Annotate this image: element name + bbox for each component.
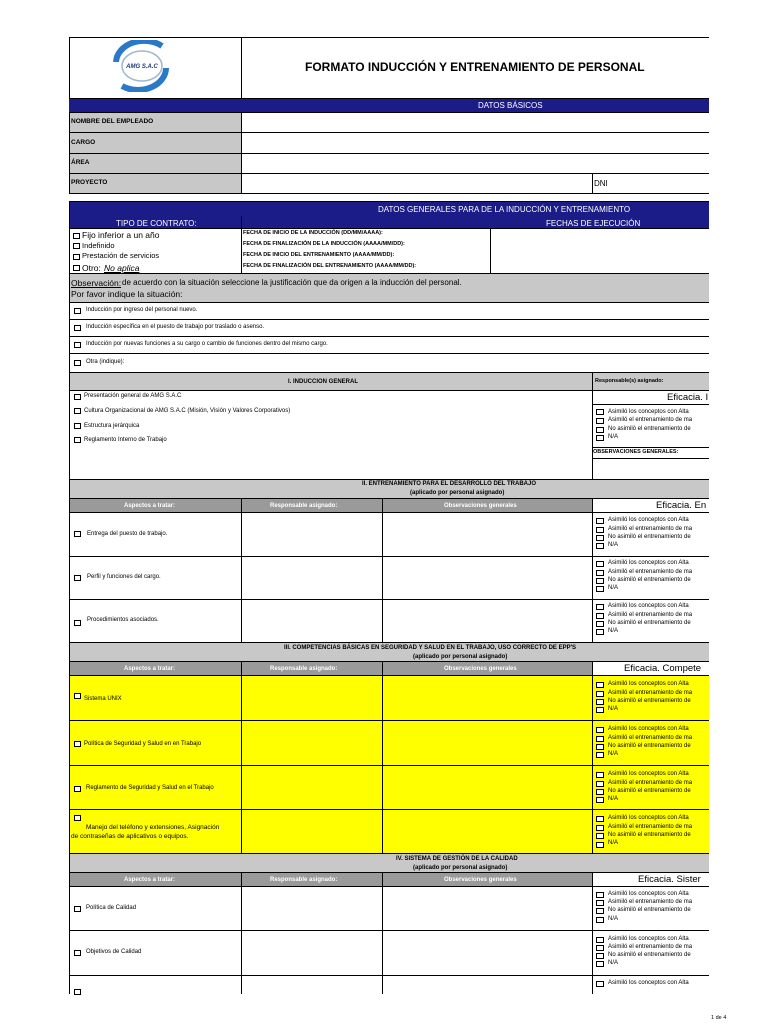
section4-col-responsible: Responsable asignado: <box>270 877 338 883</box>
observation-label: Observación: <box>71 278 122 288</box>
observation-line2: Por favor indique la situación: <box>71 289 183 299</box>
section2-item-3: Procedimientos asociados. <box>87 617 159 623</box>
eff3d-option-3: No asimiló el entrenamiento de <box>608 832 691 838</box>
eff1-checkbox-2[interactable] <box>596 418 604 424</box>
area-field[interactable] <box>242 154 708 173</box>
section4-item-1: Política de Calidad <box>86 905 137 911</box>
section3-checkbox-1[interactable] <box>74 693 81 699</box>
contract-services-label: Prestación de servicios <box>82 251 160 260</box>
eff2b-option-1: Asimiló los conceptos con Alta <box>608 560 689 566</box>
section3-title: III. COMPETENCIAS BÁSICAS EN SEGURIDAD Y SALUD EN EL TRABAJO, USO CORRECTO DE EPP'S <box>284 645 577 651</box>
eff3a-checkbox-1[interactable] <box>596 682 604 688</box>
section2-checkbox-2[interactable] <box>74 575 81 581</box>
section3-checkbox-4[interactable] <box>74 815 81 821</box>
section1-item-2: Cultura Organizacional de AMG S.A.C (Misión, Visión y Valores Corporativos) <box>84 408 291 414</box>
eff3d-checkbox-3[interactable] <box>596 833 604 839</box>
date-training-end: FECHA DE FINALIZACIÓN DEL ENTRENAMIENTO (AAAA/MM/DD): <box>243 263 417 269</box>
proyecto-field[interactable] <box>242 174 592 193</box>
eff4a-checkbox-1[interactable] <box>596 892 604 898</box>
section2-checkbox-3[interactable] <box>74 620 81 626</box>
eff1-checkbox-4[interactable] <box>596 435 604 441</box>
section3-item-2: Política de Seguridad y Salud en en Trabajo <box>84 741 202 747</box>
eff4a-option-1: Asimiló los conceptos con Alta <box>608 891 689 897</box>
section2-checkbox-1[interactable] <box>74 531 81 537</box>
logo-text: AMG S.A.C <box>126 64 158 70</box>
eff3a-checkbox-2[interactable] <box>596 691 604 697</box>
situation-transfer-label: Inducción específica en el puesto de trabajo por traslado o asenso. <box>86 324 265 330</box>
eff4a-checkbox-3[interactable] <box>596 908 604 914</box>
section2-col-responsible: Responsable asignado: <box>270 503 338 509</box>
situation-other-label: Otra (indique): <box>86 359 125 365</box>
section1-checkbox-2[interactable] <box>74 408 81 414</box>
eff3a-option-3: No asimiló el entrenamiento de <box>608 698 691 704</box>
eff3c-option-2: Asimiló el entrenamiento de ma <box>608 780 693 786</box>
section2-col-observations: Observaciones generales <box>444 503 517 509</box>
eff2b-checkbox-2[interactable] <box>596 570 604 576</box>
eff2c-option-2: Asimiló el entrenamiento de ma <box>608 612 693 618</box>
eff2b-checkbox-3[interactable] <box>596 578 604 584</box>
contract-checkbox-fixed[interactable] <box>73 233 80 239</box>
eff4b-option-1: Asimiló los conceptos con Alta <box>608 936 689 942</box>
eff3b-option-4: N/A <box>608 751 619 757</box>
section2-col-aspect: Aspectos a tratar: <box>124 503 176 509</box>
date-induction-start: FECHA DE INICIO DE LA INDUCCIÓN (DD/MM/AAAA): <box>243 230 383 236</box>
eff2c-checkbox-2[interactable] <box>596 613 604 619</box>
section2-item-1: Entrega del puesto de trabajo. <box>87 531 168 537</box>
section1-responsible: Responsable(s) asignado: <box>595 378 664 384</box>
eff3a-option-2: Asimiló el entrenamiento de ma <box>608 690 693 696</box>
eff1-checkbox-3[interactable] <box>596 427 604 433</box>
eff3d-option-1: Asimiló los conceptos con Alta <box>608 815 689 821</box>
eff2a-checkbox-2[interactable] <box>596 527 604 533</box>
section4-col-aspect: Aspectos a tratar: <box>124 877 176 883</box>
label-employee-name: NOMBRE DEL EMPLEADO <box>71 118 154 125</box>
eff1-option-4: N/A <box>608 434 619 440</box>
eff2c-option-3: No asimiló el entrenamiento de <box>608 620 691 626</box>
situation-checkbox-functions[interactable] <box>74 342 81 348</box>
date-training-start: FECHA DE INICIO DEL ENTRENAMIENTO (AAAA/MM/DD): <box>243 252 395 258</box>
eff4b-checkbox-2[interactable] <box>596 945 604 951</box>
section3-item-4a: Manejo del teléfono y extensiones, Asignación <box>86 824 220 831</box>
eff2a-option-2: Asimiló el entrenamiento de ma <box>608 526 693 532</box>
label-area: ÁREA <box>71 159 90 166</box>
eff4c-checkbox-1[interactable] <box>596 981 604 987</box>
eff3a-checkbox-4[interactable] <box>596 707 604 713</box>
basic-data-band <box>69 99 709 112</box>
eff3b-checkbox-1[interactable] <box>596 727 604 733</box>
eff3c-option-4: N/A <box>608 796 619 802</box>
eff4b-checkbox-1[interactable] <box>596 937 604 943</box>
contract-indefinite-label: Indefinido <box>82 241 115 250</box>
section4-checkbox-3[interactable] <box>74 989 81 995</box>
section3-col-aspect: Aspectos a tratar: <box>124 666 176 672</box>
eff3c-checkbox-4[interactable] <box>596 797 604 803</box>
eff4c-option-1: Asimiló los conceptos con Alta <box>608 980 689 986</box>
general-data-header: DATOS GENERALES PARA DE LA INDUCCIÓN Y ENTRENAMIENTO <box>378 205 631 214</box>
section2-item-2: Perfil y funciones del cargo. <box>87 574 161 580</box>
situation-checkbox-new[interactable] <box>74 308 81 314</box>
section4-checkbox-1[interactable] <box>74 906 81 912</box>
section3-efficacy: Eficacia. Compete <box>624 663 702 674</box>
eff2b-checkbox-1[interactable] <box>596 561 604 567</box>
eff4b-option-4: N/A <box>608 960 619 966</box>
contract-checkbox-indefinite[interactable] <box>73 243 80 249</box>
eff3b-checkbox-3[interactable] <box>596 744 604 750</box>
eff3c-checkbox-2[interactable] <box>596 781 604 787</box>
section3-col-observations: Observaciones generales <box>444 666 517 672</box>
label-proyecto: PROYECTO <box>71 179 108 186</box>
section4-efficacy: Eficacia. Sister <box>638 874 701 885</box>
section2-title: II. ENTRENAMIENTO PARA EL DESARROLLO DEL TRABAJO <box>362 481 537 487</box>
section1-title: I. INDUCCION GENERAL <box>288 379 359 385</box>
company-logo <box>104 40 180 92</box>
section1-checkbox-1[interactable] <box>74 394 81 400</box>
section3-item-4b: de contraseñas de aplicativos o equipos. <box>71 833 189 840</box>
eff3b-option-1: Asimiló los conceptos con Alta <box>608 726 689 732</box>
section2-efficacy: Eficacia. En <box>656 500 707 511</box>
eff2a-checkbox-4[interactable] <box>596 543 604 549</box>
contract-type-header: TIPO DE CONTRATO: <box>116 219 197 228</box>
eff3a-checkbox-3[interactable] <box>596 699 604 705</box>
date-induction-end: FECHA DE FINALIZACIÓN DE LA INDUCCIÓN (AAAA/MM/DD): <box>243 241 405 247</box>
eff2c-checkbox-1[interactable] <box>596 604 604 610</box>
eff2a-option-1: Asimiló los conceptos con Alta <box>608 517 689 523</box>
section1-item-4: Reglamento Interno de Trabajo <box>84 437 167 443</box>
page-title: FORMATO INDUCCIÓN Y ENTRENAMIENTO DE PERSONAL <box>305 60 645 74</box>
eff4b-option-3: No asimiló el entrenamiento de <box>608 952 691 958</box>
eff3b-checkbox-4[interactable] <box>596 752 604 758</box>
eff1-option-2: Asimiló el entrenamiento de ma <box>608 417 693 423</box>
section4-col-observations: Observaciones generales <box>444 877 517 883</box>
eff3c-option-3: No asimiló el entrenamiento de <box>608 788 691 794</box>
contract-checkbox-services[interactable] <box>73 254 80 260</box>
eff3a-option-4: N/A <box>608 706 619 712</box>
cargo-field[interactable] <box>242 133 708 153</box>
eff3d-checkbox-1[interactable] <box>596 816 604 822</box>
section3-item-1: Sistema UNIX <box>84 696 122 702</box>
situation-checkbox-transfer[interactable] <box>74 325 81 331</box>
section1-checkbox-4[interactable] <box>74 437 81 443</box>
eff3b-option-2: Asimiló el entrenamiento de ma <box>608 735 693 741</box>
eff2b-option-4: N/A <box>608 585 619 591</box>
eff2a-checkbox-1[interactable] <box>596 518 604 524</box>
eff2a-option-4: N/A <box>608 542 619 548</box>
eff1-option-1: Asimiló los conceptos con Alta <box>608 409 689 415</box>
eff4a-checkbox-4[interactable] <box>596 917 604 923</box>
eff3c-checkbox-3[interactable] <box>596 789 604 795</box>
section1-efficacy: Eficacia. I <box>667 392 709 403</box>
eff3a-option-1: Asimiló los conceptos con Alta <box>608 681 689 687</box>
section3-subtitle: (aplicado por personal asignado) <box>413 654 508 660</box>
eff4a-option-3: No asimiló el entrenamiento de <box>608 907 691 913</box>
contract-checkbox-other[interactable] <box>73 265 80 271</box>
situation-functions-label: Inducción por nuevas funciones a su cargo o cambio de funciones dentro del mismo cargo. <box>86 341 328 347</box>
eff4b-checkbox-4[interactable] <box>596 961 604 967</box>
eff3c-option-1: Asimiló los conceptos con Alta <box>608 771 689 777</box>
eff3b-checkbox-2[interactable] <box>596 736 604 742</box>
contract-other-value: No aplica <box>104 263 140 273</box>
section4-title: IV. SISTEMA DE GESTIÓN DE LA CALIDAD <box>396 856 518 862</box>
eff2c-option-4: N/A <box>608 628 619 634</box>
eff3d-option-2: Asimiló el entrenamiento de ma <box>608 824 693 830</box>
situation-new-label: Inducción por ingreso del personal nuevo. <box>86 307 198 313</box>
contract-fixed-label: Fijo inferior a un año <box>82 230 160 240</box>
eff2a-checkbox-3[interactable] <box>596 535 604 541</box>
section1-checkbox-3[interactable] <box>74 423 81 429</box>
eff3b-option-3: No asimiló el entrenamiento de <box>608 743 691 749</box>
section2-subtitle: (aplicado por personal asignado) <box>410 490 505 496</box>
section3-checkbox-3[interactable] <box>74 786 81 792</box>
employee-name-field[interactable] <box>242 113 708 132</box>
eff1-option-3: No asimiló el entrenamiento de <box>608 426 691 432</box>
eff3d-checkbox-4[interactable] <box>596 842 604 848</box>
eff4b-option-2: Asimiló el entrenamiento de ma <box>608 944 693 950</box>
eff2c-option-1: Asimiló los conceptos con Alta <box>608 603 689 609</box>
contract-other-label: Otro: <box>82 263 101 273</box>
eff3d-option-4: N/A <box>608 840 619 846</box>
section1-item-3: Estructura jerárquica <box>84 423 140 429</box>
eff4a-option-4: N/A <box>608 916 619 922</box>
eff4a-checkbox-2[interactable] <box>596 900 604 906</box>
eff2a-option-3: No asimiló el entrenamiento de <box>608 534 691 540</box>
page-number: 1 de 4 <box>711 1015 727 1021</box>
eff3c-checkbox-1[interactable] <box>596 772 604 778</box>
eff2b-option-3: No asimiló el entrenamiento de <box>608 577 691 583</box>
eff2c-checkbox-3[interactable] <box>596 621 604 627</box>
observation-text: de acuerdo con la situación seleccione la justificación que da origen a la inducción del personal. <box>122 278 462 287</box>
section3-item-3: Reglamento de Seguridad y Salud en el Trabajo <box>86 785 214 791</box>
label-cargo: CARGO <box>71 139 96 146</box>
eff2c-checkbox-4[interactable] <box>596 629 604 635</box>
basic-data-header: DATOS BÁSICOS <box>478 101 543 110</box>
eff2b-option-2: Asimiló el entrenamiento de ma <box>608 569 693 575</box>
eff2b-checkbox-4[interactable] <box>596 586 604 592</box>
eff1-checkbox-1[interactable] <box>596 409 604 415</box>
section1-item-1: Presentación general de AMG S.A.C <box>84 393 182 399</box>
section3-col-responsible: Responsable asignado: <box>270 666 338 672</box>
section4-subtitle: (aplicado por personal asignado) <box>413 865 508 871</box>
eff4b-checkbox-3[interactable] <box>596 953 604 959</box>
eff4a-option-2: Asimiló el entrenamiento de ma <box>608 899 693 905</box>
situation-checkbox-other[interactable] <box>74 360 81 366</box>
label-dni: DNI <box>594 179 608 188</box>
section1-general-observations: OBSERVACIONES GENERALES: <box>593 449 679 455</box>
eff3d-checkbox-2[interactable] <box>596 825 604 831</box>
section4-checkbox-2[interactable] <box>74 950 81 956</box>
section3-checkbox-2[interactable] <box>74 741 81 747</box>
execution-dates-header: FECHAS DE EJECUCIÓN <box>546 219 641 228</box>
section4-item-2: Objetivos de Calidad <box>86 949 142 955</box>
